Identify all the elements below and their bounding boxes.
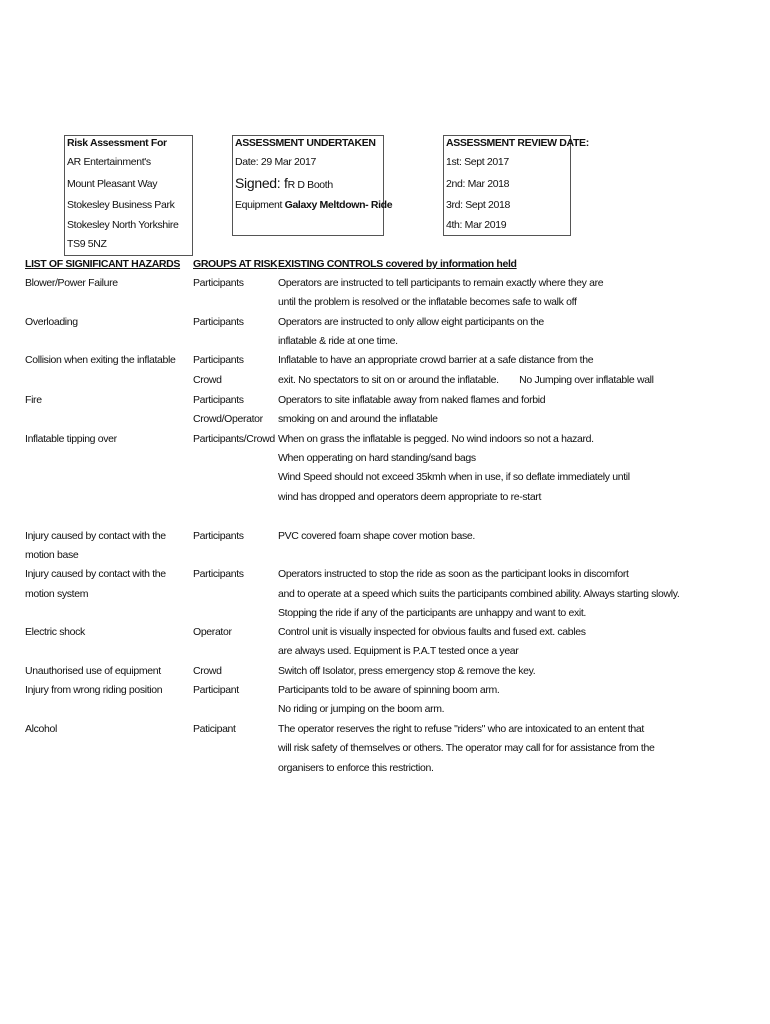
control-line: Control unit is visually inspected for obvious faults and fused ext. cables	[278, 626, 586, 638]
control-line: inflatable & ride at one time.	[278, 335, 398, 347]
review-date-4: 4th: Mar 2019	[446, 219, 507, 231]
group-item: Participants	[193, 530, 244, 542]
control-line: will risk safety of themselves or others. The operator may call for for assistance from the	[278, 742, 655, 754]
equipment-name: Galaxy Meltdown- Ride	[284, 199, 393, 211]
address-line-2: Stokesley Business Park	[67, 199, 175, 211]
controls-column-heading: EXISTING CONTROLS covered by information held	[278, 258, 517, 270]
control-line: Operators are instructed to tell participants to remain exactly where they are	[278, 277, 604, 289]
control-line: until the problem is resolved or the inflatable becomes safe to walk off	[278, 296, 577, 308]
hazard-item: Collision when exiting the inflatable	[25, 354, 176, 366]
postcode: TS9 5NZ	[67, 238, 107, 250]
assessment-date: Date: 29 Mar 2017	[235, 156, 317, 168]
review-date-1: 1st: Sept 2017	[446, 156, 509, 168]
hazard-item: motion system	[25, 588, 89, 600]
group-item: Crowd	[193, 374, 222, 386]
review-date-heading: ASSESSMENT REVIEW DATE:	[446, 137, 589, 149]
control-line: Operators are instructed to only allow eight participants on the	[278, 316, 544, 328]
control-line: The operator reserves the right to refuse "riders" who are intoxicated to an entent that	[278, 723, 644, 735]
equipment-label: Equipment	[235, 199, 285, 211]
control-line: When on grass the inflatable is pegged. No wind indoors so not a hazard.	[278, 433, 594, 445]
control-line: Inflatable to have an appropriate crowd barrier at a safe distance from the	[278, 354, 594, 366]
hazard-item: Inflatable tipping over	[25, 433, 117, 445]
control-line: are always used. Equipment is P.A.T tested once a year	[278, 645, 519, 657]
control-line: Operators to site inflatable away from naked flames and forbid	[278, 394, 546, 406]
group-item: Crowd	[193, 665, 222, 677]
hazard-item: Injury caused by contact with the	[25, 568, 166, 580]
control-line: Participants told to be aware of spinning boom arm.	[278, 684, 500, 696]
group-item: Crowd/Operator	[193, 413, 263, 425]
control-line: Switch off Isolator, press emergency stop & remove the key.	[278, 665, 536, 677]
equipment-line	[235, 199, 392, 212]
group-item: Participants	[193, 394, 244, 406]
control-line: No riding or jumping on the boom arm.	[278, 703, 445, 715]
risk-assessment-heading: Risk Assessment For	[67, 137, 167, 149]
review-date-3: 3rd: Sept 2018	[446, 199, 510, 211]
address-line-1: Mount Pleasant Way	[67, 178, 158, 190]
groups-column-heading: GROUPS AT RISK	[193, 258, 278, 270]
control-line: and to operate at a speed which suits the participants combined ability. Always starting slowly.	[278, 588, 680, 600]
control-line: Wind Speed should not exceed 35kmh when in use, if so deflate immediately until	[278, 471, 630, 483]
group-item: Participants	[193, 316, 244, 328]
control-line: organisers to enforce this restriction.	[278, 762, 434, 774]
company-name: AR Entertainment's	[67, 156, 151, 168]
control-line: PVC covered foam shape cover motion base.	[278, 530, 475, 542]
hazard-item: Fire	[25, 394, 42, 406]
assessment-undertaken-heading: ASSESSMENT UNDERTAKEN	[235, 137, 376, 149]
hazard-item: Injury from wrong riding position	[25, 684, 163, 696]
control-line: exit. No spectators to sit on or around the inflatable. No Jumping over inflatable wall	[278, 374, 654, 386]
signed-label: Signed: f	[235, 175, 288, 191]
control-line: When opperating on hard standing/sand bags	[278, 452, 476, 464]
group-item: Participants	[193, 354, 244, 366]
group-item: Operator	[193, 626, 232, 638]
hazard-item: Alcohol	[25, 723, 57, 735]
hazards-column-heading: LIST OF SIGNIFICANT HAZARDS	[25, 258, 181, 270]
hazard-item: Electric shock	[25, 626, 85, 638]
hazard-item: Injury caused by contact with the	[25, 530, 166, 542]
control-line: Operators instructed to stop the ride as soon as the participant looks in discomfort	[278, 568, 629, 580]
group-item: Participants/Crowd	[193, 433, 275, 445]
control-line: wind has dropped and operators deem appropriate to re-start	[278, 491, 542, 503]
signed-name: R D Booth	[287, 179, 333, 191]
hazard-item: Blower/Power Failure	[25, 277, 118, 289]
review-date-2: 2nd: Mar 2018	[446, 178, 510, 190]
group-item: Participants	[193, 277, 244, 289]
signed-line	[235, 175, 333, 192]
group-item: Participant	[193, 684, 239, 696]
hazard-item: Overloading	[25, 316, 78, 328]
group-item: Participants	[193, 568, 244, 580]
control-line: Stopping the ride if any of the participants are unhappy and want to exit.	[278, 607, 586, 619]
hazard-item: motion base	[25, 549, 79, 561]
hazard-item: Unauthorised use of equipment	[25, 665, 161, 677]
control-line: smoking on and around the inflatable	[278, 413, 438, 425]
address-line-3: Stokesley North Yorkshire	[67, 219, 179, 231]
group-item: Paticipant	[193, 723, 236, 735]
